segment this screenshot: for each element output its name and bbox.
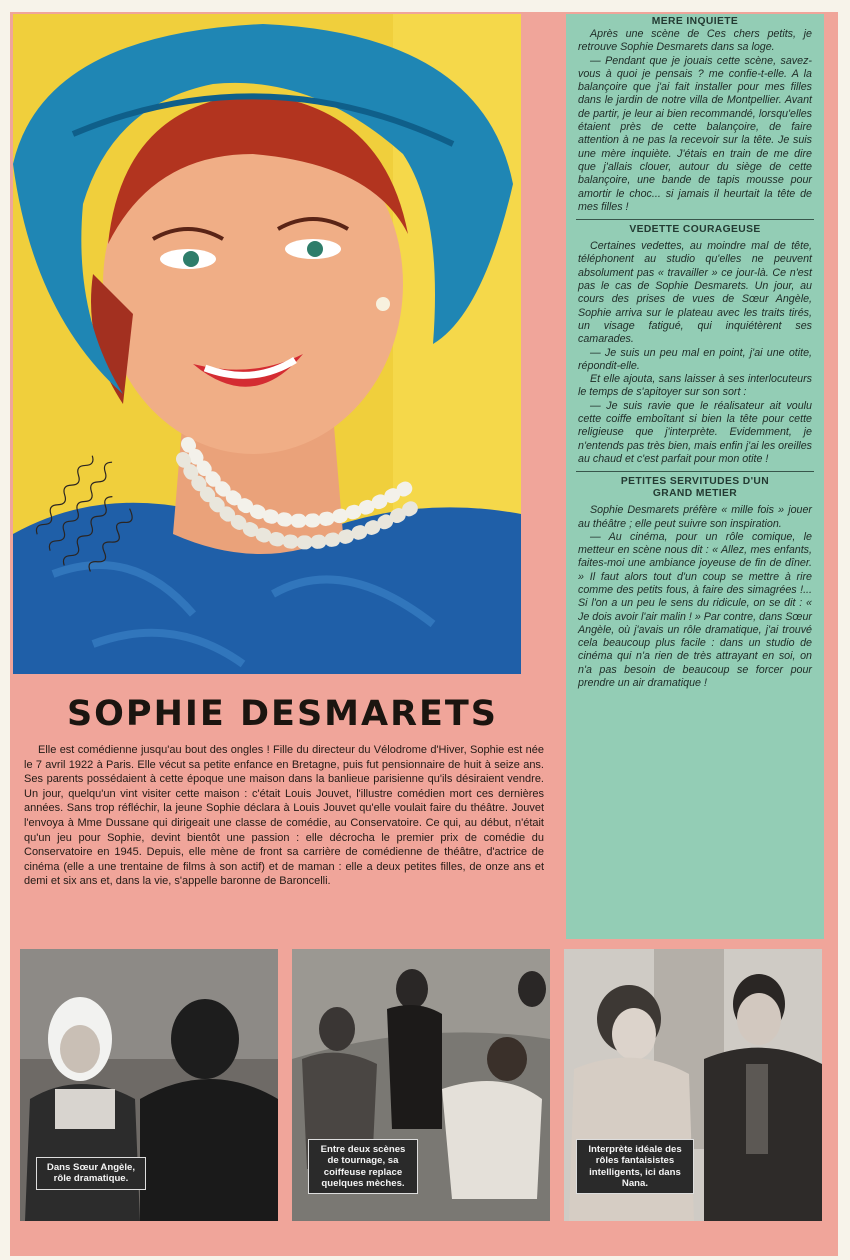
biography-text: Elle est comédienne jusqu'au bout des ongles ! Fille du directeur du Vélodrome d'Hiver, Sophie est née le 7 avril 1922 à Paris. Elle vécut sa petite enfance en Bretagne, puis fut pensionnaire de huit à seize ans. Ses parents possédaient à cette époque une maison dans la banlieue parisienne qu'ils désiraient vendre. Un jour, quelqu'un vint visiter cette maison : c'était Louis Jouvet, l'illustre comédien mort ces dernières années. Sans trop réfléchir, la jeune Sophie déclara à Louis Jouvet qu'elle voulait faire du théâtre. Jouvet l'envoya à Mme Dussane qui dirigeait une classe de comédie, au Conservatoire. Ce qui, au début, n'était qu'un jeu pour Sophie, devint bientôt une passion : elle décrocha le premier prix de comédie du Conservatoire en 1945. Depuis, elle mène de front sa carrière de comédienne de théâtre, d'actrice de cinéma (elle a une trentaine de films à son actif) et de maman : elle a deux petites filles, de onze ans et demi et six ans et, dans la vie, s'appelle baronne de Baroncelli. bbox=[24, 744, 544, 888]
paragraph: Après une scène de Ces chers petits, je retrouve Sophie Desmarets dans sa loge. bbox=[578, 28, 812, 54]
section-text-mere-inquiete bbox=[566, 28, 824, 214]
article-headline: SOPHIE DESMARETS bbox=[66, 694, 499, 734]
film-still-tournage bbox=[292, 949, 550, 1221]
film-still-soeur-angele bbox=[20, 949, 278, 1221]
section-text-petites-servitudes bbox=[566, 504, 824, 690]
magazine-page bbox=[10, 12, 838, 1256]
paragraph: — Pendant que je jouais cette scène, savez-vous à quoi je pensais ? me confie-t-elle. A la balançoire que j'ai fait installer pour mes filles dans le jardin de notre villa de Montpellier. Avant de partir, je leur ai bien recommandé, lorsqu'elles étaient près de cette balançoire, de faire attention à ne pas la recevoir sur la tête. Je suis une mère inquiète. J'étais en train de me dire que j'allais clouer, autour du siège de cette balançoire, une bande de tapis mousse pour amortir le choc... si jamais il heurtait la tête de mes filles ! bbox=[578, 54, 812, 213]
paragraph: — Je suis un peu mal en point, j'ai une otite, répondit-elle. bbox=[578, 346, 812, 372]
photo-caption: Interprète idéale des rôles fantaisistes intelligents, ici dans Nana. bbox=[576, 1139, 694, 1194]
section-title-mere-inquiete: MERE INQUIETE bbox=[651, 16, 739, 27]
paragraph: Certaines vedettes, au moindre mal de tête, téléphonent au studio qu'elles ne peuvent absolument pas « travailler » ce jour-là. Ce n'est pas le cas de Sophie Desmarets. Un jour, au cours des prises de vues de Sœur Angèle, Sophie arriva sur le plateau avec les traits tirés, un visage fatigué, qui inquiétèrent ses camarades. bbox=[578, 240, 812, 346]
interview-sidebar bbox=[566, 14, 824, 939]
section-divider bbox=[576, 219, 814, 220]
paragraph: Sophie Desmarets préfère « mille fois » jouer au théâtre ; elle peut suivre son inspiration. bbox=[578, 504, 812, 530]
paragraph: — Au cinéma, pour un rôle comique, le metteur en scène nous dit : « Allez, mes enfants, faites-moi une ambiance joyeuse de fin de dîner. » Il faut alors tout d'un coup se mettre à rire comme des petits fous, à faire des simagrées !... Si l'on a un peu le sens du ridicule, on se dit : « Je dois avoir l'air malin ! » Par contre, dans Sœur Angèle, où j'avais un rôle dramatique, j'ai trouvé cela beaucoup plus facile : dans un studio de cinéma qui n'a rien de très attrayant en soi, on n'a pas besoin de beaucoup se forcer pour prendre un air dramatique ! bbox=[578, 530, 812, 690]
section-title-petites-servitudes: PETITES SERVITUDES D'UN GRAND METIER bbox=[620, 476, 770, 500]
photo-caption: Entre deux scènes de tournage, sa coiffeuse replace quelques mèches. bbox=[308, 1139, 418, 1194]
section-text-vedette-courageuse bbox=[566, 240, 824, 466]
autograph-signature bbox=[16, 402, 196, 592]
section-divider bbox=[576, 471, 814, 472]
section-title-vedette-courageuse: VEDETTE COURAGEUSE bbox=[629, 224, 761, 236]
paragraph: — Je suis ravie que le réalisateur ait voulu cette coiffe emboîtant si bien la tête pour cette religieuse que j'interprète. Evidemment, je n'entends pas très bien, mais enfin j'ai les oreilles au chaud et c'est parfait pour mon otite ! bbox=[578, 399, 812, 465]
photo-caption: Dans Sœur Angèle, rôle dramatique. bbox=[36, 1157, 146, 1190]
paragraph: Et elle ajouta, sans laisser à ses interlocuteurs le temps de s'apitoyer sur son sort : bbox=[578, 373, 812, 399]
film-still-nana bbox=[564, 949, 822, 1221]
